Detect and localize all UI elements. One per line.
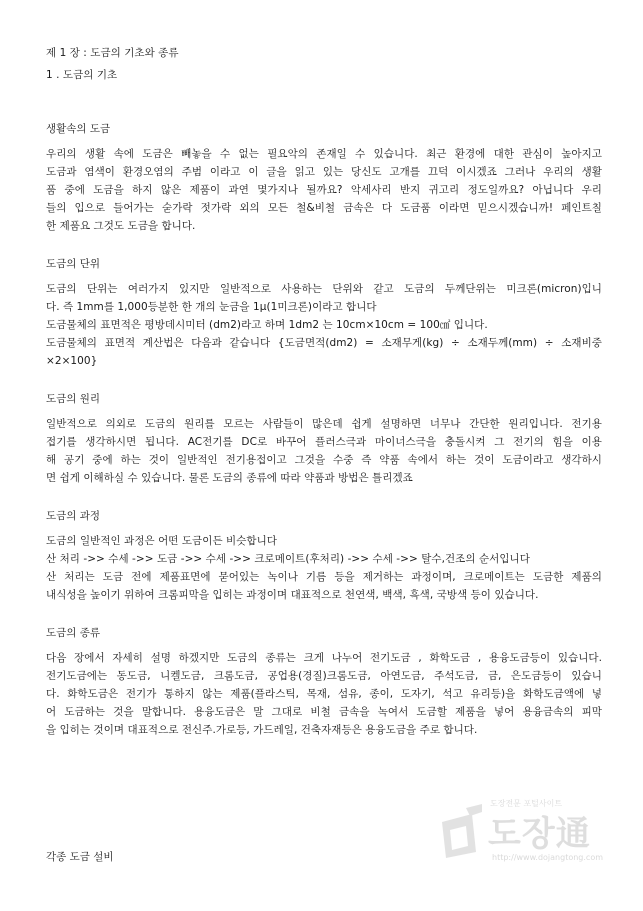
footer-section-title: 각종 도금 설비 <box>46 851 114 863</box>
subchapter-title: 1 . 도금의 기초 <box>46 69 118 81</box>
section-paragraph <box>46 280 602 370</box>
paragraph-line: 다음 장에서 자세히 설명 하겠지만 도금의 종류는 크게 나누어 전기도금 , 화학도금 , 용융도금등이 있습니다. <box>46 652 602 664</box>
paragraph-line: 도금물체의 표면적은 평방데시미터 (dm2)라고 하며 1dm2 는 10cm×10cm = 100㎠ 입니다. <box>46 319 488 331</box>
document-body <box>46 44 602 739</box>
section-paragraph <box>46 145 602 235</box>
section-title: 도금의 과정 <box>46 510 101 522</box>
paragraph-line: 면 쉽게 이해하실 수 있습니다. 물론 도금의 종류에 따라 약품과 방법은 틀리겠죠 <box>46 472 413 484</box>
paragraph-line: 품 중에 도금을 하지 않은 제품이 과연 몇가지나 될까요? 악세사리 반지 귀고리 정도일까요? 아닙니다 우리 <box>46 184 602 196</box>
paragraph-line: ×2×100} <box>46 355 98 367</box>
spacer <box>46 370 602 390</box>
paint-bucket-logo-icon <box>436 804 486 860</box>
section-paragraph <box>46 415 602 487</box>
paragraph-line: 도금과 염색이 환경오염의 주범 이라고 이 글을 읽고 있는 당신도 고개를 끄덕 이시겠죠 그러나 우리의 생활 <box>46 166 602 178</box>
paragraph-line: 다. 즉 1mm를 1,000등분한 한 개의 눈금을 1μ(1미크론)이라고 합니다 <box>46 301 377 313</box>
paragraph-line: 일반적으로 의외로 도금의 원리를 모르는 사람들이 많은데 쉽게 설명하면 너무나 간단한 원리입니다. 전기용 <box>46 418 602 430</box>
paragraph-line: 도금물체의 표면적 계산법은 다음과 같습니다 {도금면적(dm2) = 소재무게(kg) ÷ 소재두께(mm) ÷ 소재비중 <box>46 337 602 349</box>
section-title: 도금의 원리 <box>46 393 101 405</box>
watermark-brand: 도장通 <box>488 814 591 854</box>
section-title: 생활속의 도금 <box>46 123 111 135</box>
paragraph-line: 어 도금하는 것을 말합니다. 용융도금은 말 그대로 비철 금속을 녹여서 도금할 제품을 넣어 용융금속의 피막 <box>46 706 602 718</box>
watermark-url: http://www.dojangtong.com <box>492 853 603 862</box>
section-title: 도금의 종류 <box>46 627 101 639</box>
spacer <box>46 487 602 507</box>
section-process <box>46 507 602 604</box>
section-title: 도금의 단위 <box>46 258 101 270</box>
paragraph-line: 들의 입으로 들어가는 숟가락 젓가락 외의 모든 철&비철 금속은 다 도금품 이라면 믿으시겠습니까! 페인트칠 <box>46 202 602 214</box>
chapter-title: 제 1 장 : 도금의 기초와 종류 <box>46 47 179 59</box>
paragraph-line: 도금의 일반적인 과정은 어떤 도금이든 비슷합니다 <box>46 535 277 547</box>
paragraph-line: 내식성을 높이기 위하여 크롬피막을 입히는 과정이며 대표적으로 천연색, 백색, 흑색, 국방색 등이 있습니다. <box>46 589 539 601</box>
section-principle <box>46 390 602 487</box>
section-daily-life <box>46 120 602 235</box>
paragraph-line: 도금의 단위는 여러가지 있지만 일반적으로 사용하는 단위와 같고 도금의 두께단위는 미크론(micron)입니 <box>46 283 602 295</box>
paragraph-line: 해 공기 중에 하는 것이 일반적인 전기용접이고 그것을 수중 즉 약품 속에서 하는 것이 도금이라고 생각하시 <box>46 454 602 466</box>
paragraph-line: 산 처리 ->> 수세 ->> 도금 ->> 수세 ->> 크로메이트(후처리) ->> 수세 ->> 탈수,건조의 순서입니다 <box>46 553 530 565</box>
paragraph-line: 을 입히는 것이며 대표적으로 전신주.가로등, 가드레일, 건축자재등은 용융도금을 주로 합니다. <box>46 724 478 736</box>
watermark <box>432 798 622 868</box>
section-types <box>46 624 602 739</box>
section-paragraph <box>46 532 602 604</box>
watermark-tagline: 도장전문 포털사이트 <box>490 799 563 808</box>
paragraph-line: 우리의 생활 속에 도금은 빼놓을 수 없는 필요악의 존재일 수 있습니다. 최근 환경에 대한 관심이 높아지고 <box>46 148 602 160</box>
spacer <box>46 604 602 624</box>
paragraph-line: 다. 화학도금은 전기가 통하지 않는 제품(플라스틱, 목재, 섬유, 종이, 도자기, 석고 유리등)을 화학도금액에 넣 <box>46 688 602 700</box>
section-units <box>46 255 602 370</box>
paragraph-line: 전기도금에는 동도금, 니켈도금, 크롬도금, 공업용(경질)크롬도금, 아연도금, 주석도금, 금, 은도금등이 있습니 <box>46 670 602 682</box>
paragraph-line: 접기를 생각하시면 됩니다. AC전기를 DC로 바꾸어 플러스극과 마이너스극을 충돌시켜 그 전기의 힘을 이용 <box>46 436 602 448</box>
spacer <box>46 235 602 255</box>
spacer <box>46 84 602 120</box>
section-paragraph <box>46 649 602 739</box>
paragraph-line: 한 제품요 그것도 도금을 합니다. <box>46 220 196 232</box>
paragraph-line: 산 처리는 도금 전에 제품표면에 묻어있는 녹이나 기름 등을 제거하는 과정이며, 크로메이트는 도금한 제품의 <box>46 571 602 583</box>
